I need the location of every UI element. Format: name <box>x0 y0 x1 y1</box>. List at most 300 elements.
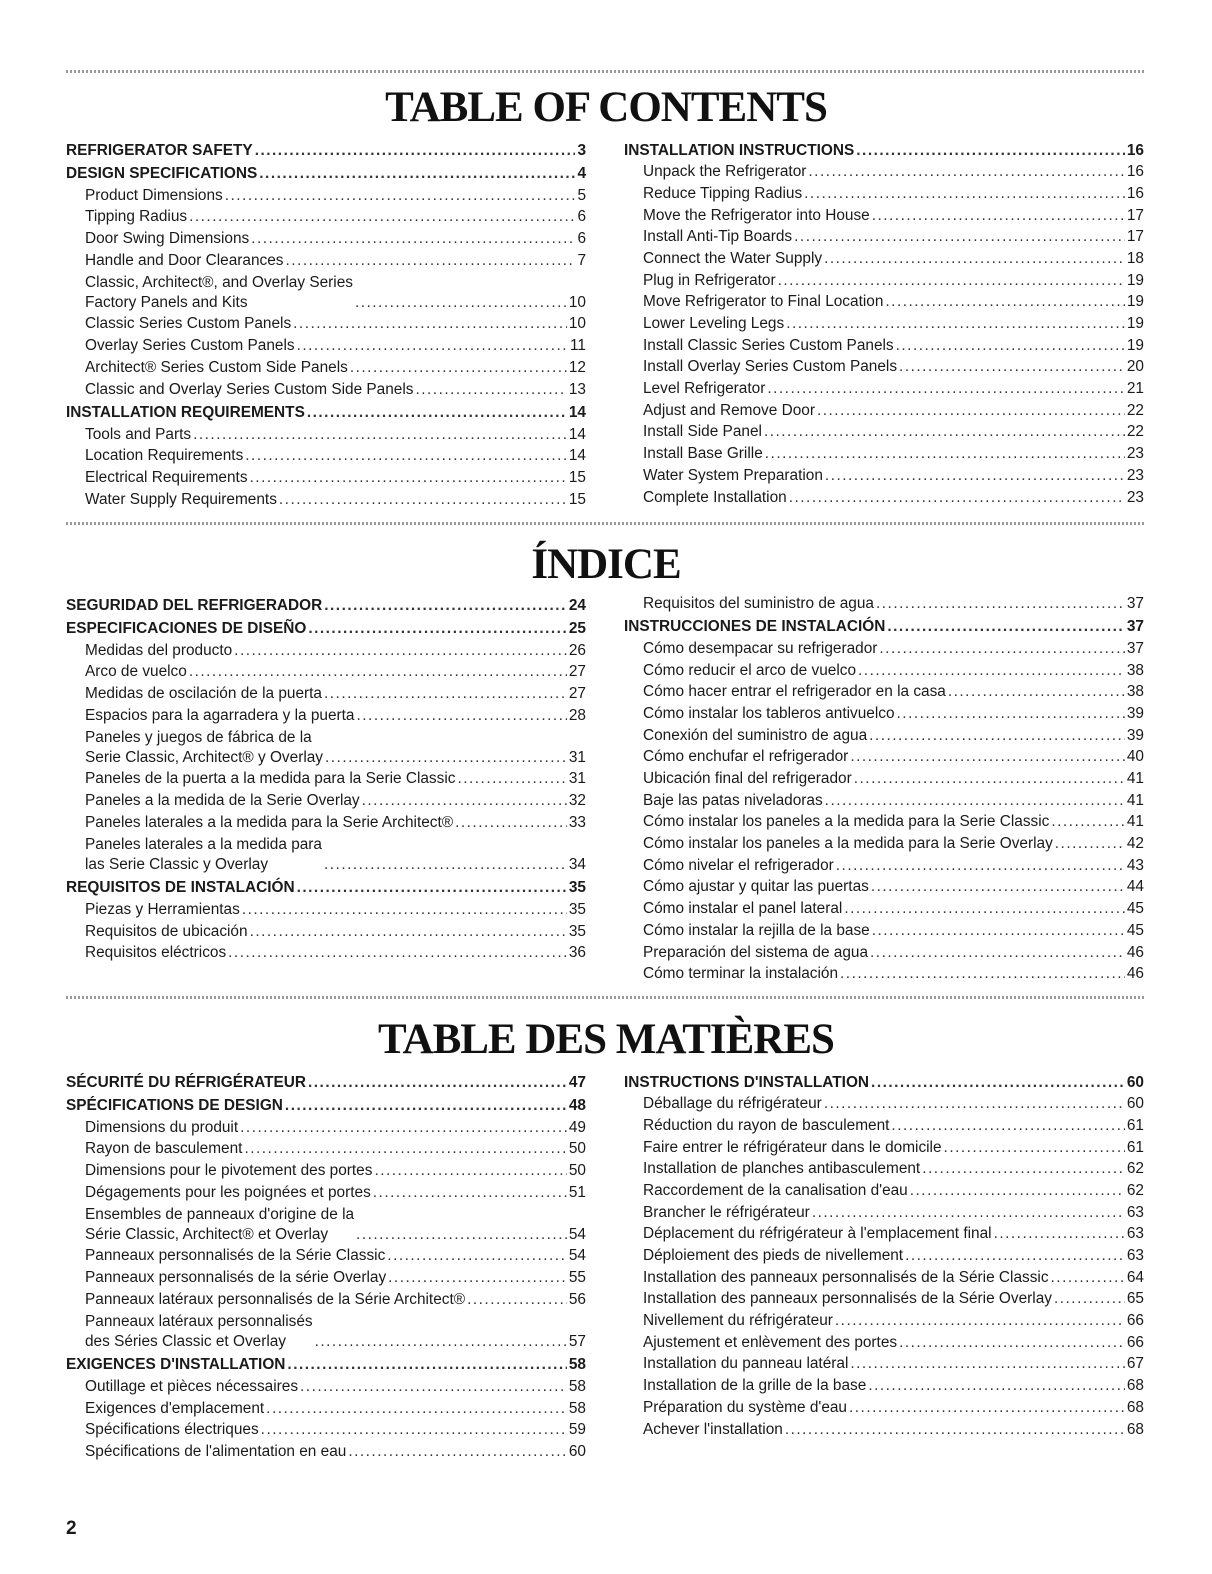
toc-entry <box>66 661 586 683</box>
toc-entry-page: 66 <box>1126 1333 1144 1351</box>
toc-heading-entry <box>66 592 586 616</box>
toc-entry-title: Complete Installation <box>643 488 787 506</box>
toc-entry-title: Requisitos de ubicación <box>85 922 248 940</box>
dot-leader <box>244 1143 566 1155</box>
toc-entry-title: SÉCURITÉ DU RÉFRIGÉRATEUR <box>66 1073 306 1091</box>
toc-entry-page: 16 <box>1126 184 1144 202</box>
toc-entry <box>624 1309 1144 1331</box>
toc-entry-title: Installation des panneaux personnalisés de la Série Classic <box>643 1268 1049 1286</box>
toc-entry <box>624 226 1144 248</box>
toc-entry-page: 4 <box>577 165 586 182</box>
toc-entry-page: 18 <box>1126 249 1144 267</box>
toc-heading-entry <box>66 616 586 640</box>
toc-entry-title: Install Anti-Tip Boards <box>643 228 793 246</box>
toc-entry-page: 68 <box>1126 1420 1144 1438</box>
toc-entry-title: Door Swing Dimensions <box>85 230 250 248</box>
toc-entry-title: Brancher le réfrigérateur <box>643 1203 810 1221</box>
toc-entry-page: 64 <box>1126 1268 1144 1286</box>
dot-leader <box>324 859 567 871</box>
toc-entry-title: Paneles laterales a la medida para la Serie Architect® <box>85 813 454 831</box>
toc-entry-page: 58 <box>568 1356 586 1374</box>
toc-entry <box>66 249 586 271</box>
dot-leader <box>994 1228 1125 1240</box>
toc-heading-entry <box>66 875 586 899</box>
dot-leader <box>922 1163 1125 1175</box>
toc-entry <box>624 1418 1144 1440</box>
toc-entry <box>66 423 586 445</box>
dot-leader <box>457 773 566 785</box>
toc-entry <box>66 726 586 768</box>
dot-leader <box>899 1337 1125 1349</box>
toc-entry <box>624 464 1144 486</box>
toc-entry-title: Cómo enchufar el refrigerador <box>643 748 849 766</box>
dot-leader <box>325 752 567 764</box>
toc-entry <box>66 639 586 661</box>
dot-leader <box>778 275 1125 287</box>
dot-leader <box>869 730 1125 742</box>
toc-entry <box>66 1266 586 1288</box>
dot-leader <box>871 1077 1125 1089</box>
toc-entry <box>624 767 1144 789</box>
dot-leader <box>285 1100 567 1112</box>
toc-heading-entry <box>624 1069 1144 1093</box>
toc-entry <box>624 1374 1144 1396</box>
page-number: 2 <box>66 1518 77 1539</box>
dot-leader <box>879 643 1124 655</box>
toc-entry-page: 13 <box>568 380 586 398</box>
toc-entry-page: 19 <box>1126 336 1144 354</box>
toc-entry-title: Paneles a la medida de la Serie Overlay <box>85 792 360 810</box>
toc-entry-title: Architect® Series Custom Side Panels <box>85 358 348 376</box>
toc-entry-title: Paneles laterales a la medida para las Serie Classic y Overlay <box>85 835 322 873</box>
dot-leader <box>234 645 567 657</box>
dot-leader <box>242 904 567 916</box>
dot-leader <box>887 621 1125 633</box>
dot-leader <box>415 384 566 396</box>
toc-heading-entry <box>66 1069 586 1093</box>
toc-entry-page: 58 <box>568 1399 586 1417</box>
toc-entry-page: 37 <box>1126 594 1144 612</box>
toc-entry <box>66 942 586 964</box>
toc-entry-page: 41 <box>1126 770 1144 787</box>
toc-entry-title: ESPECIFICACIONES DE DISEÑO <box>66 620 307 637</box>
toc-entry-page: 31 <box>568 770 586 788</box>
toc-entry-title: Cómo terminar la instalación <box>643 965 839 983</box>
toc-entry <box>624 854 1144 876</box>
toc-entry-page: 60 <box>1126 1073 1144 1091</box>
toc-entry-page: 41 <box>1126 813 1144 831</box>
toc-entry <box>624 1093 1144 1115</box>
dot-leader <box>259 168 575 180</box>
dot-leader <box>324 600 567 612</box>
dot-leader <box>193 429 567 441</box>
toc-entry-page: 37 <box>1126 639 1144 657</box>
dot-leader <box>858 665 1125 677</box>
toc-entry-title: DESIGN SPECIFICATIONS <box>66 165 258 182</box>
toc-entry-title: SPÉCIFICATIONS DE DESIGN <box>66 1097 283 1114</box>
toc-entry <box>66 1181 586 1203</box>
dot-leader <box>870 947 1125 959</box>
toc-entry-page: 14 <box>568 404 586 421</box>
toc-heading-entry <box>66 137 586 161</box>
toc-entry-page: 46 <box>1126 965 1144 983</box>
toc-entry-page: 22 <box>1126 401 1144 419</box>
toc-entry <box>66 1288 586 1310</box>
toc-entry <box>66 682 586 704</box>
toc-entry-title: Install Overlay Series Custom Panels <box>643 358 898 376</box>
dot-leader <box>356 1229 567 1241</box>
toc-entry-page: 67 <box>1126 1355 1144 1373</box>
toc-entry-title: Paneles y juegos de fábrica de la Serie Classic, Architect® y Overlay <box>85 728 323 766</box>
toc-entry-page: 26 <box>568 641 586 659</box>
toc-entry-title: INSTALLATION REQUIREMENTS <box>66 404 305 421</box>
toc-entry-title: Install Classic Series Custom Panels <box>643 336 894 354</box>
toc-entry-title: INSTRUCCIONES DE INSTALACIÓN <box>624 618 886 636</box>
toc-entry-page: 27 <box>568 685 586 703</box>
toc-entry <box>66 334 586 356</box>
toc-entry-page: 45 <box>1126 921 1144 939</box>
toc-entry-page: 48 <box>568 1097 586 1114</box>
toc-spanish-left <box>66 592 586 963</box>
toc-entry <box>66 1397 586 1419</box>
toc-entry-title: Nivellement du réfrigérateur <box>643 1312 833 1330</box>
toc-entry-title: Location Requirements <box>85 447 244 465</box>
toc-entry-title: Tools and Parts <box>85 425 192 443</box>
toc-entry <box>66 206 586 228</box>
toc-entry-page: 42 <box>1126 835 1144 853</box>
dot-leader <box>850 1358 1125 1370</box>
toc-entry-title: SEGURIDAD DEL REFRIGERADOR <box>66 596 323 614</box>
dot-leader <box>896 340 1125 352</box>
toc-entry <box>624 161 1144 183</box>
toc-entry-title: REFRIGERATOR SAFETY <box>66 141 253 159</box>
toc-entry <box>66 1159 586 1181</box>
toc-entry-title: Level Refrigerator <box>643 380 766 398</box>
toc-entry <box>624 182 1144 204</box>
dot-leader <box>905 1250 1125 1262</box>
toc-entry-page: 34 <box>568 855 586 873</box>
toc-entry <box>624 204 1144 226</box>
toc-entry-page: 32 <box>568 792 586 810</box>
dot-leader <box>817 405 1125 417</box>
dot-leader <box>324 688 567 700</box>
toc-entry <box>624 702 1144 724</box>
toc-entry-title: Panneaux personnalisés de la Série Classic <box>85 1247 386 1265</box>
toc-entry-title: Cómo instalar los tableros antivuelco <box>643 704 895 722</box>
dot-leader <box>840 968 1125 980</box>
dot-leader <box>307 407 567 419</box>
toc-entry-title: Raccordement de la canalisation d'eau <box>643 1181 908 1199</box>
toc-entry-page: 66 <box>1126 1312 1144 1330</box>
dot-leader <box>255 145 576 157</box>
toc-entry-page: 63 <box>1126 1247 1144 1264</box>
toc-entry <box>624 1396 1144 1418</box>
toc-entry-page: 47 <box>568 1073 586 1091</box>
toc-entry-page: 31 <box>568 748 586 766</box>
toc-entry <box>66 271 586 313</box>
dot-leader <box>899 361 1125 373</box>
toc-entry <box>624 1136 1144 1158</box>
toc-entry-page: 6 <box>577 230 586 248</box>
toc-entry <box>624 247 1144 269</box>
dot-leader <box>286 255 576 267</box>
dot-leader <box>225 190 576 202</box>
dot-leader <box>374 1165 566 1177</box>
toc-heading-entry <box>66 1093 586 1117</box>
toc-entry <box>66 1375 586 1397</box>
dot-leader <box>293 318 567 330</box>
toc-entry-page: 43 <box>1126 856 1144 874</box>
divider-rule-top <box>66 70 1146 73</box>
toc-entry-page: 39 <box>1126 726 1144 744</box>
toc-entry-title: Install Base Grille <box>643 445 763 463</box>
toc-entry <box>66 1245 586 1267</box>
dot-leader <box>871 881 1125 893</box>
dot-leader <box>1055 838 1125 850</box>
dot-leader <box>897 708 1125 720</box>
dot-leader <box>786 318 1125 330</box>
dot-leader <box>1051 816 1125 828</box>
dot-leader <box>764 426 1125 438</box>
toc-entry <box>624 919 1144 941</box>
toc-entry-title: Ensembles de panneaux d'origine de la Série Classic, Architect® et Overlay <box>85 1205 355 1243</box>
dot-leader <box>250 926 567 938</box>
toc-entry-title: Tipping Radius <box>85 208 188 226</box>
toc-entry-title: Exigences d'emplacement <box>85 1399 265 1417</box>
toc-entry-page: 21 <box>1126 380 1144 398</box>
dot-leader <box>251 233 575 245</box>
toc-entry <box>624 811 1144 833</box>
toc-french-right <box>624 1069 1144 1440</box>
toc-entry-title: Overlay Series Custom Panels <box>85 337 295 355</box>
toc-entry <box>624 1201 1144 1223</box>
dot-leader <box>308 1077 567 1089</box>
toc-entry <box>66 1116 586 1138</box>
toc-entry <box>66 466 586 488</box>
toc-entry-page: 63 <box>1126 1203 1144 1221</box>
dot-leader <box>357 710 567 722</box>
toc-entry-title: Electrical Requirements <box>85 469 248 487</box>
toc-entry <box>624 1266 1144 1288</box>
toc-entry-title: Déploiement des pieds de nivellement <box>643 1247 904 1264</box>
toc-entry-page: 58 <box>568 1378 586 1395</box>
dot-leader <box>300 1381 567 1393</box>
toc-entry-title: Panneaux personnalisés de la série Overlay <box>85 1269 387 1287</box>
toc-entry <box>66 445 586 467</box>
toc-entry <box>624 724 1144 746</box>
toc-entry <box>624 356 1144 378</box>
toc-entry-page: 45 <box>1126 900 1144 918</box>
dot-leader <box>868 1380 1125 1392</box>
toc-entry-page: 49 <box>568 1118 586 1136</box>
toc-entry <box>624 486 1144 508</box>
toc-entry-title: Classic, Architect®, and Overlay Series Factory Panels and Kits <box>85 273 353 311</box>
toc-entry <box>624 1179 1144 1201</box>
dot-leader <box>824 253 1125 265</box>
toc-entry-page: 35 <box>568 922 586 940</box>
toc-entry <box>624 399 1144 421</box>
toc-entry <box>624 334 1144 356</box>
toc-entry-title: Outillage et pièces nécessaires <box>85 1378 299 1395</box>
toc-entry-page: 37 <box>1126 618 1144 636</box>
toc-entry-page: 16 <box>1126 141 1144 159</box>
toc-entry-page: 68 <box>1126 1398 1144 1416</box>
toc-entry <box>66 920 586 942</box>
toc-heading-entry <box>624 614 1144 638</box>
toc-entry-page: 39 <box>1126 704 1144 722</box>
toc-entry <box>66 811 586 833</box>
dot-leader <box>373 1187 567 1199</box>
toc-entry-page: 12 <box>568 358 586 376</box>
toc-entry <box>66 1419 586 1441</box>
toc-entry-title: Connect the Water Supply <box>643 249 823 267</box>
dot-leader <box>1051 1272 1125 1284</box>
toc-entry-title: Paneles de la puerta a la medida para la Serie Classic <box>85 770 456 788</box>
toc-entry-page: 15 <box>568 469 586 487</box>
toc-entry <box>66 1440 586 1462</box>
toc-entry <box>624 1223 1144 1245</box>
toc-entry-page: 19 <box>1126 293 1144 311</box>
toc-entry-title: Unpack the Refrigerator <box>643 163 807 181</box>
dot-leader <box>824 1098 1125 1110</box>
toc-entry <box>624 1114 1144 1136</box>
toc-entry-title: Baje las patas niveladoras <box>643 791 823 809</box>
toc-entry-page: 19 <box>1126 315 1144 332</box>
toc-entry-title: Espacios para la agarradera y la puerta <box>85 706 355 724</box>
toc-entry-page: 56 <box>568 1290 586 1308</box>
toc-entry-page: 10 <box>568 293 586 311</box>
toc-entry-page: 38 <box>1126 661 1144 679</box>
toc-entry <box>66 1203 586 1245</box>
toc-entry <box>66 378 586 400</box>
toc-entry-page: 54 <box>568 1225 586 1243</box>
toc-entry-page: 17 <box>1126 228 1144 246</box>
toc-heading-entry <box>66 400 586 424</box>
dot-leader <box>245 450 567 462</box>
toc-entry <box>624 746 1144 768</box>
dot-leader <box>297 340 568 352</box>
toc-entry-title: Dimensions du produit <box>85 1118 239 1136</box>
toc-entry-title: Plug in Refrigerator <box>643 271 776 289</box>
toc-entry-page: 55 <box>568 1269 586 1287</box>
dot-leader <box>315 1336 567 1348</box>
dot-leader <box>1054 1293 1125 1305</box>
toc-entry-title: Panneaux latéraux personnalisés des Séries Classic et Overlay <box>85 1312 313 1350</box>
toc-entry <box>624 269 1144 291</box>
toc-entry-page: 61 <box>1126 1116 1144 1134</box>
toc-entry <box>66 1310 586 1352</box>
dot-leader <box>189 666 567 678</box>
toc-entry-page: 7 <box>577 251 586 269</box>
toc-entry-page: 68 <box>1126 1377 1144 1395</box>
dot-leader <box>804 188 1125 200</box>
toc-entry-title: Cómo instalar los paneles a la medida para la Serie Classic <box>643 813 1050 831</box>
toc-entry-title: Water Supply Requirements <box>85 490 277 508</box>
dot-leader <box>387 1250 567 1262</box>
toc-entry-page: 25 <box>568 620 586 637</box>
dot-leader <box>455 817 567 829</box>
toc-entry <box>624 592 1144 614</box>
toc-entry-page: 16 <box>1126 163 1144 181</box>
toc-entry-page: 38 <box>1126 683 1144 701</box>
toc-entry-title: Classic Series Custom Panels <box>85 315 292 333</box>
toc-entry-title: Cómo instalar el panel lateral <box>643 900 843 918</box>
toc-entry-title: Piezas y Herramientas <box>85 901 240 918</box>
toc-entry <box>624 637 1144 659</box>
toc-entry-page: 27 <box>568 663 586 681</box>
toc-entry-page: 51 <box>568 1183 586 1201</box>
toc-entry-title: Cómo ajustar y quitar las puertas <box>643 878 869 896</box>
toc-entry-page: 46 <box>1126 943 1144 961</box>
toc-entry-title: Classic and Overlay Series Custom Side Panels <box>85 380 414 398</box>
dot-leader <box>355 297 567 309</box>
toc-entry <box>624 963 1144 985</box>
toc-entry-page: 61 <box>1126 1138 1144 1156</box>
toc-entry-page: 44 <box>1126 878 1144 896</box>
toc-entry-title: Faire entrer le réfrigérateur dans le domicile <box>643 1138 942 1156</box>
toc-entry-page: 3 <box>577 141 586 159</box>
toc-entry-title: Product Dimensions <box>85 186 223 204</box>
toc-entry-page: 6 <box>577 208 586 226</box>
toc-entry-title: Requisitos eléctricos <box>85 944 227 962</box>
toc-entry-title: Handle and Door Clearances <box>85 251 284 269</box>
toc-entry <box>624 377 1144 399</box>
toc-spanish-right <box>624 592 1144 984</box>
toc-entry-page: 22 <box>1126 423 1144 441</box>
section-title-french: TABLE DES MATIÈRES <box>378 1016 834 1063</box>
toc-entry <box>624 1244 1144 1266</box>
dot-leader <box>825 470 1125 482</box>
toc-entry-page: 65 <box>1126 1290 1144 1308</box>
toc-entry <box>624 1331 1144 1353</box>
toc-entry-title: Cómo reducir el arco de vuelco <box>643 661 857 679</box>
divider-rule-spanish <box>66 522 1146 525</box>
toc-entry-page: 11 <box>570 337 586 355</box>
toc-entry <box>624 1158 1144 1180</box>
toc-entry-page: 23 <box>1126 488 1144 506</box>
toc-english-right <box>624 137 1144 508</box>
toc-entry <box>66 1138 586 1160</box>
dot-leader <box>261 1424 567 1436</box>
toc-entry-page: 17 <box>1126 206 1144 224</box>
dot-leader <box>849 1402 1125 1414</box>
toc-entry-page: 5 <box>577 186 586 204</box>
toc-entry-title: Reduce Tipping Radius <box>643 184 803 202</box>
toc-entry-title: INSTRUCTIONS D'INSTALLATION <box>624 1073 870 1091</box>
toc-entry-page: 50 <box>568 1162 586 1180</box>
toc-entry-title: Spécifications de l'alimentation en eau <box>85 1443 347 1461</box>
toc-entry-page: 15 <box>568 490 586 508</box>
dot-leader <box>240 1122 567 1134</box>
dot-leader <box>808 166 1124 178</box>
dot-leader <box>854 773 1125 785</box>
dot-leader <box>872 210 1125 222</box>
dot-leader <box>835 1315 1125 1327</box>
toc-entry <box>66 356 586 378</box>
toc-entry-page: 20 <box>1126 358 1144 376</box>
dot-leader <box>228 947 567 959</box>
toc-entry-title: Dimensions pour le pivotement des portes <box>85 1162 373 1180</box>
dot-leader <box>785 1424 1125 1436</box>
toc-entry-title: Réduction du rayon de basculement <box>643 1116 890 1134</box>
toc-entry-title: Lower Leveling Legs <box>643 315 785 332</box>
toc-entry <box>624 291 1144 313</box>
toc-entry-title: Déplacement du réfrigérateur à l'emplacement final <box>643 1225 992 1243</box>
toc-heading-entry <box>66 1352 586 1376</box>
dot-leader <box>825 795 1125 807</box>
dot-leader <box>388 1272 567 1284</box>
toc-entry <box>66 313 586 335</box>
